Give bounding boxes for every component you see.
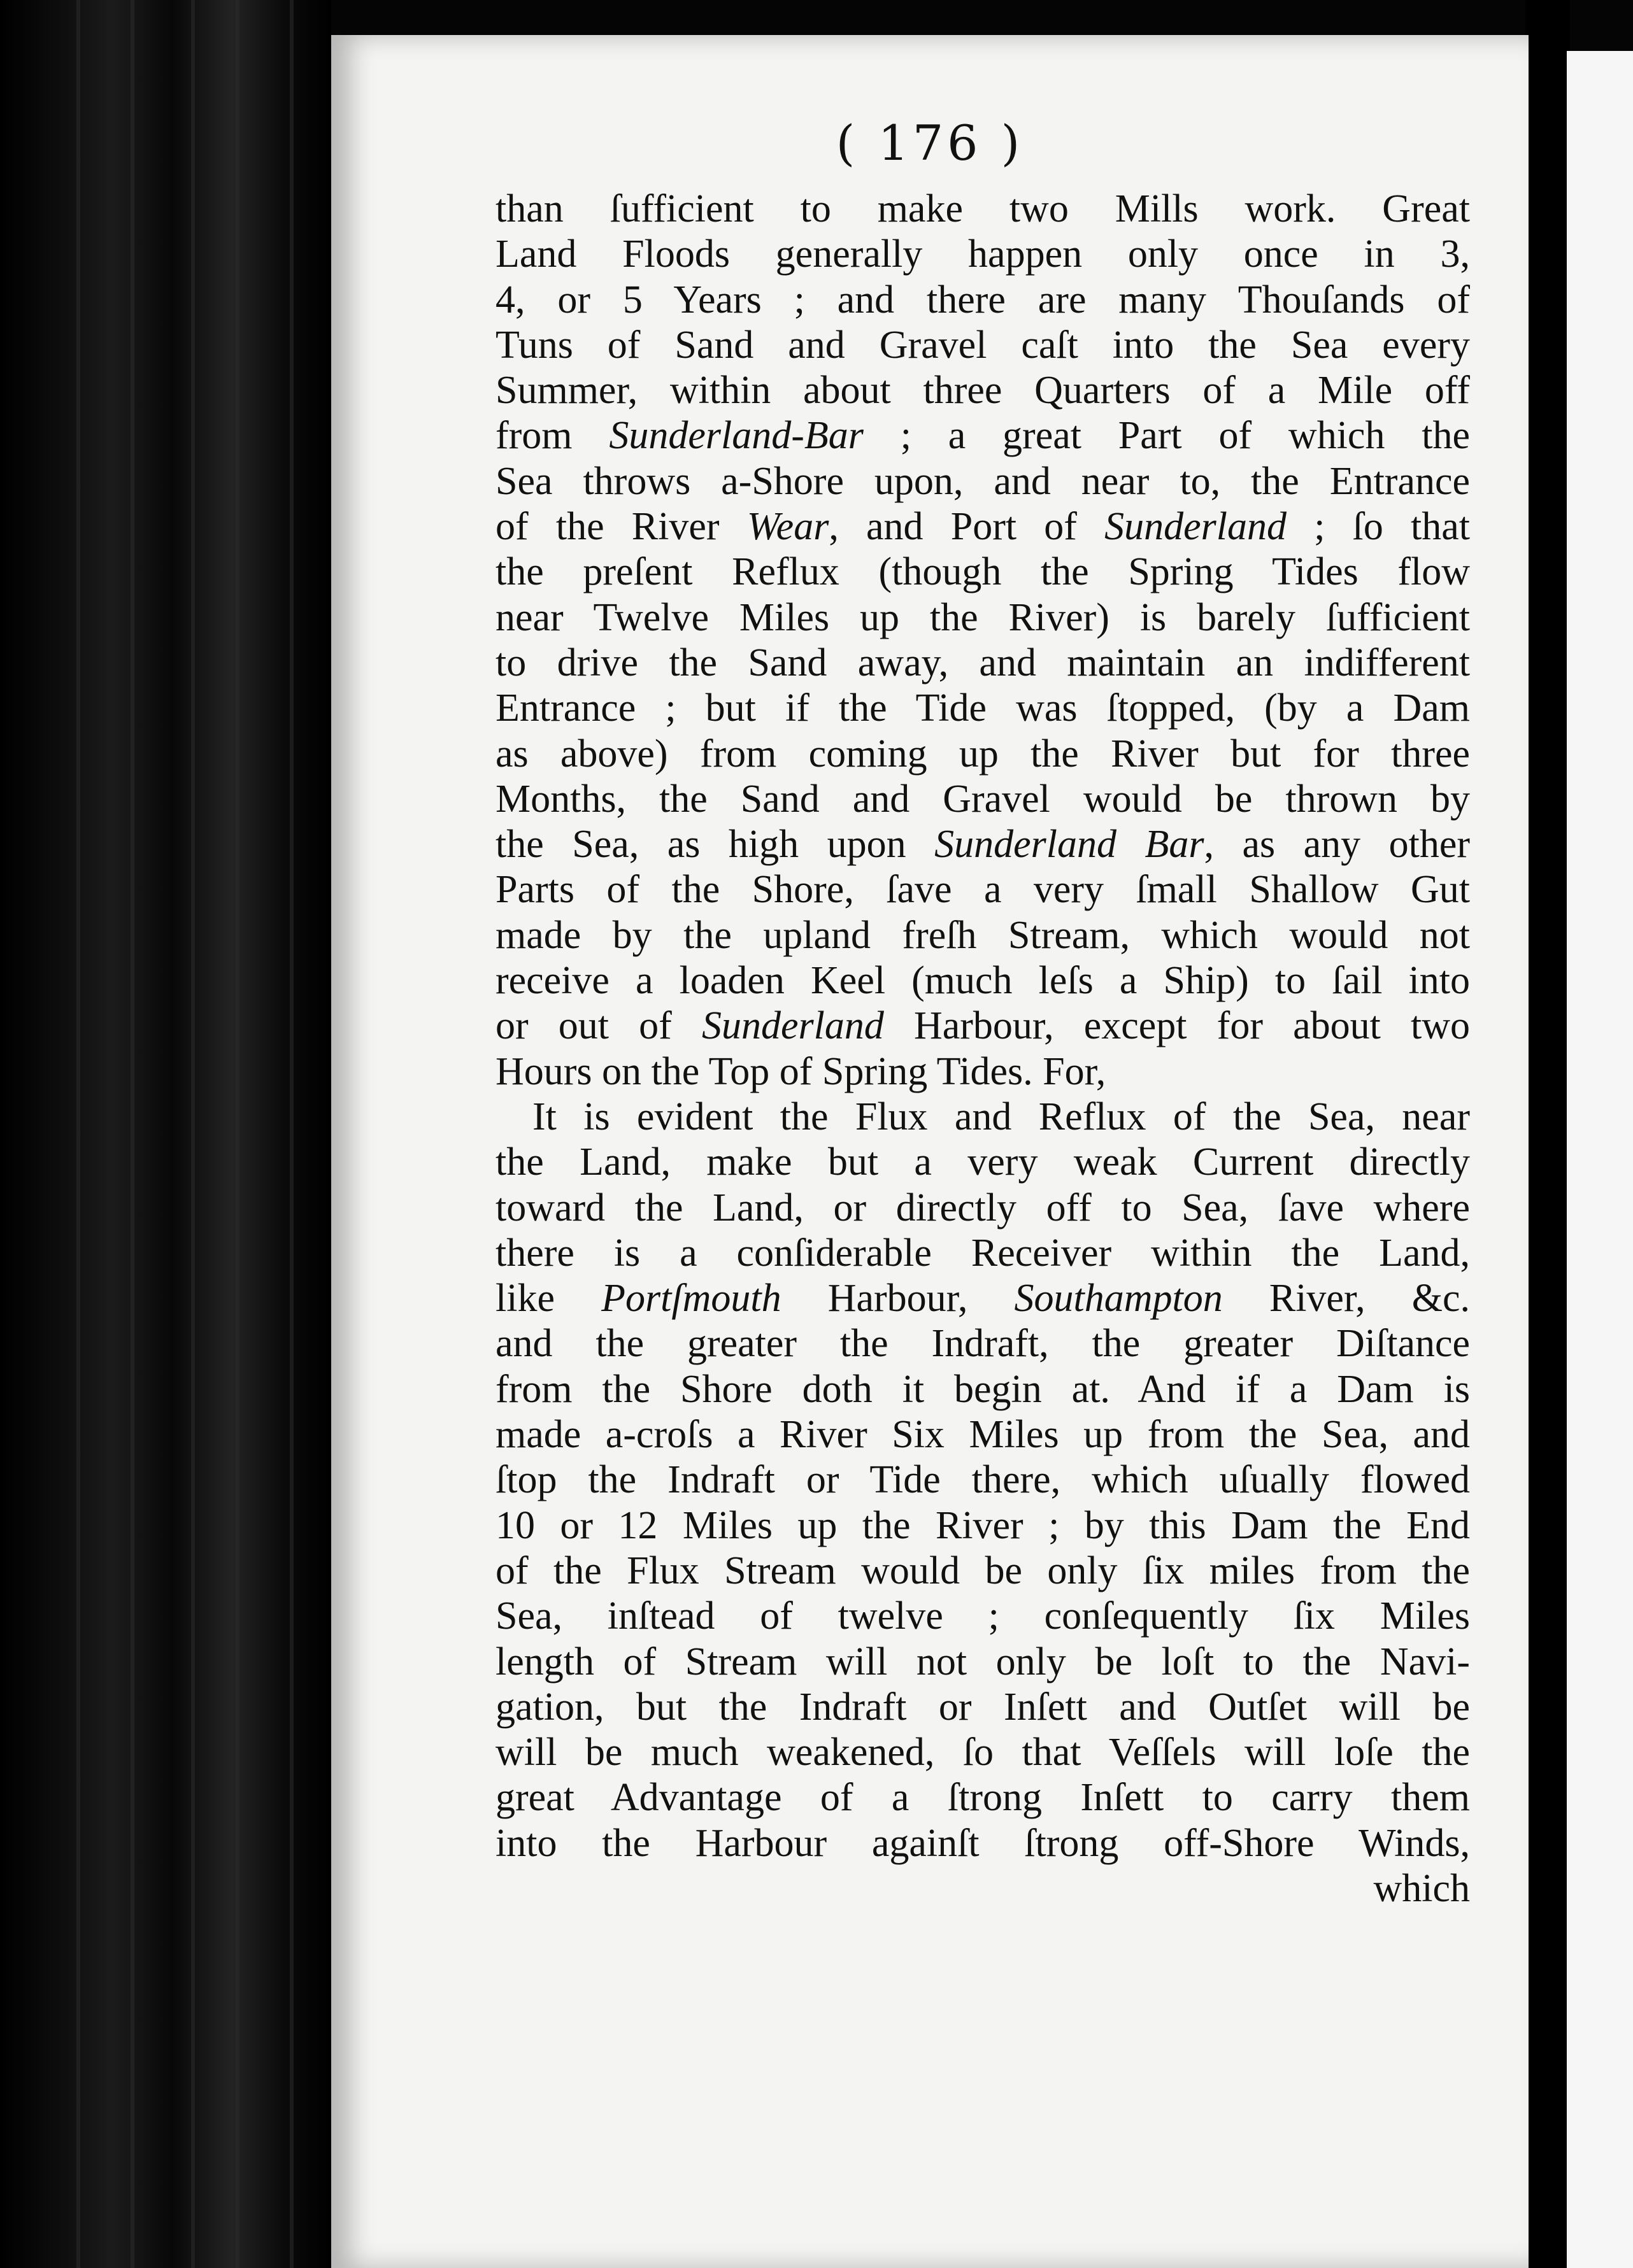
text-line [496, 1457, 1470, 1503]
text-segment: the Land, make but a very weak Current directly [496, 1140, 1470, 1184]
text-segment: from [496, 414, 610, 458]
text-line [496, 1503, 1470, 1549]
text-segment: Harbour, except for about two [883, 1004, 1470, 1048]
book-binding [0, 0, 331, 2268]
text-line [496, 1231, 1470, 1276]
text-segment: Tuns of Sand and Gravel caſt into the Sea every [496, 323, 1470, 367]
text-line [496, 323, 1470, 368]
page-gap-shadow [1525, 0, 1570, 2268]
text-line [496, 1095, 1470, 1140]
text-segment: the preſent Reflux (though the Spring Tides flow [496, 550, 1470, 594]
text-segment: to drive the Sand away, and maintain an indifferent [496, 641, 1470, 684]
text-line [496, 1730, 1470, 1775]
text-segment: Parts of the Shore, ſave a very ſmall Shallow Gut [496, 868, 1470, 912]
text-segment: and the greater the Indraft, the greater Diſtance [496, 1322, 1470, 1366]
text-segment: River, &c. [1222, 1277, 1470, 1321]
text-line [496, 1640, 1470, 1685]
text-line [496, 1685, 1470, 1730]
book-page [331, 35, 1529, 2268]
text-segment: 10 or 12 Miles up the River ; by this Dam the End [496, 1503, 1470, 1547]
binding-streak [290, 0, 294, 2268]
text-line [496, 1186, 1470, 1231]
text-segment: Months, the Sand and Gravel would be thrown by [496, 777, 1470, 821]
text-segment: than ſufficient to make two Mills work. Great [496, 187, 1470, 230]
text-segment: the Sea, as high upon [496, 823, 935, 867]
text-segment: like [496, 1277, 602, 1321]
text-line [496, 1594, 1470, 1639]
text-segment: Sea throws a-Shore upon, and near to, the Entrance [496, 459, 1470, 503]
binding-streak [76, 0, 80, 2268]
text-segment: of the Flux Stream would be only ſix miles from the [496, 1549, 1470, 1592]
text-segment: will be much weakened, ſo that Veſſels will loſe the [496, 1731, 1470, 1775]
text-line [496, 958, 1470, 1003]
text-segment: , and Port of [829, 505, 1105, 549]
binding-streak [236, 0, 239, 2268]
text-line [496, 1775, 1470, 1820]
page-number: ( 176 ) [836, 115, 1024, 171]
text-segment: Summer, within about three Quarters of a Mile off [496, 369, 1470, 413]
text-line [496, 867, 1470, 912]
catchword [496, 1866, 1470, 1911]
text-line [496, 641, 1470, 686]
text-line [496, 1276, 1470, 1321]
text-segment: It is evident the Flux and Reflux of the Sea, near [532, 1095, 1470, 1138]
text-segment: near Twelve Miles up the River) is barely ſufficient [496, 595, 1470, 639]
text-segment: ſtop the Indraft or Tide there, which uſually flowed [496, 1458, 1470, 1502]
next-page-edge [1567, 51, 1633, 2268]
text-segment: which [1373, 1866, 1470, 1910]
text-line [496, 1367, 1470, 1412]
text-line [496, 187, 1470, 232]
text-segment: there is a conſiderable Receiver within the Land, [496, 1231, 1470, 1275]
text-line [496, 232, 1470, 277]
text-segment: great Advantage of a ſtrong Inſett to carry them [496, 1776, 1470, 1820]
italic-text: Wear [746, 505, 829, 549]
text-line [496, 732, 1470, 777]
text-line [496, 368, 1470, 413]
text-line [496, 549, 1470, 595]
text-line [496, 278, 1470, 323]
text-segment: 4, or 5 Years ; and there are many Thouſands of [496, 278, 1470, 322]
italic-text: Southampton [1014, 1277, 1223, 1321]
italic-text: Sunderland [701, 1004, 884, 1048]
text-line [496, 1140, 1470, 1185]
text-line [496, 777, 1470, 822]
text-line [496, 459, 1470, 504]
binding-streak [131, 0, 134, 2268]
text-line [496, 1412, 1470, 1457]
text-line [496, 413, 1470, 458]
text-line [496, 1549, 1470, 1594]
text-line [496, 504, 1470, 549]
text-segment: ; ſo that [1287, 505, 1470, 549]
italic-text: Sunderland Bar [934, 823, 1204, 867]
text-segment: length of Stream will not only be loſt to the Navi- [496, 1640, 1470, 1683]
text-segment: as above) from coming up the River but for three [496, 732, 1470, 776]
text-segment: from the Shore doth it begin at. And if a Dam is [496, 1367, 1470, 1411]
text-line [496, 1003, 1470, 1049]
text-line [496, 1821, 1470, 1866]
text-segment: receive a loaden Keel (much leſs a Ship) to ſail into [496, 959, 1470, 1003]
text-segment: of the River [496, 505, 747, 549]
italic-text: Sunderland [1104, 505, 1287, 549]
text-segment: gation, but the Indraft or Inſett and Outſet will be [496, 1685, 1470, 1729]
text-line [496, 1049, 1470, 1095]
italic-text: Portſmouth [601, 1277, 781, 1321]
text-segment: Entrance ; but if the Tide was ſtopped, (by a Dam [496, 686, 1470, 730]
text-segment: made by the upland freſh Stream, which would not [496, 913, 1470, 957]
text-segment: toward the Land, or directly off to Sea, ſave where [496, 1186, 1470, 1230]
text-segment: into the Harbour againſt ſtrong off-Shore Winds, [496, 1821, 1470, 1865]
text-line [496, 686, 1470, 731]
italic-text: Sunderland-Bar [609, 414, 864, 458]
text-line [496, 595, 1470, 641]
text-segment: Harbour, [781, 1277, 1015, 1321]
text-segment: , as any other [1204, 823, 1470, 867]
text-segment: Land Floods generally happen only once in 3, [496, 232, 1470, 276]
text-segment: Sea, inſtead of twelve ; conſequently ſix Miles [496, 1594, 1470, 1638]
text-line [496, 913, 1470, 958]
text-line [496, 1321, 1470, 1366]
text-segment: or out of [496, 1004, 702, 1048]
text-line [496, 822, 1470, 867]
text-segment: made a-croſs a River Six Miles up from the Sea, and [496, 1413, 1470, 1457]
body-text [496, 187, 1470, 1911]
binding-streak [191, 0, 195, 2268]
text-segment: Hours on the Top of Spring Tides. For, [496, 1049, 1106, 1093]
text-segment: ; a great Part of which the [863, 414, 1470, 458]
